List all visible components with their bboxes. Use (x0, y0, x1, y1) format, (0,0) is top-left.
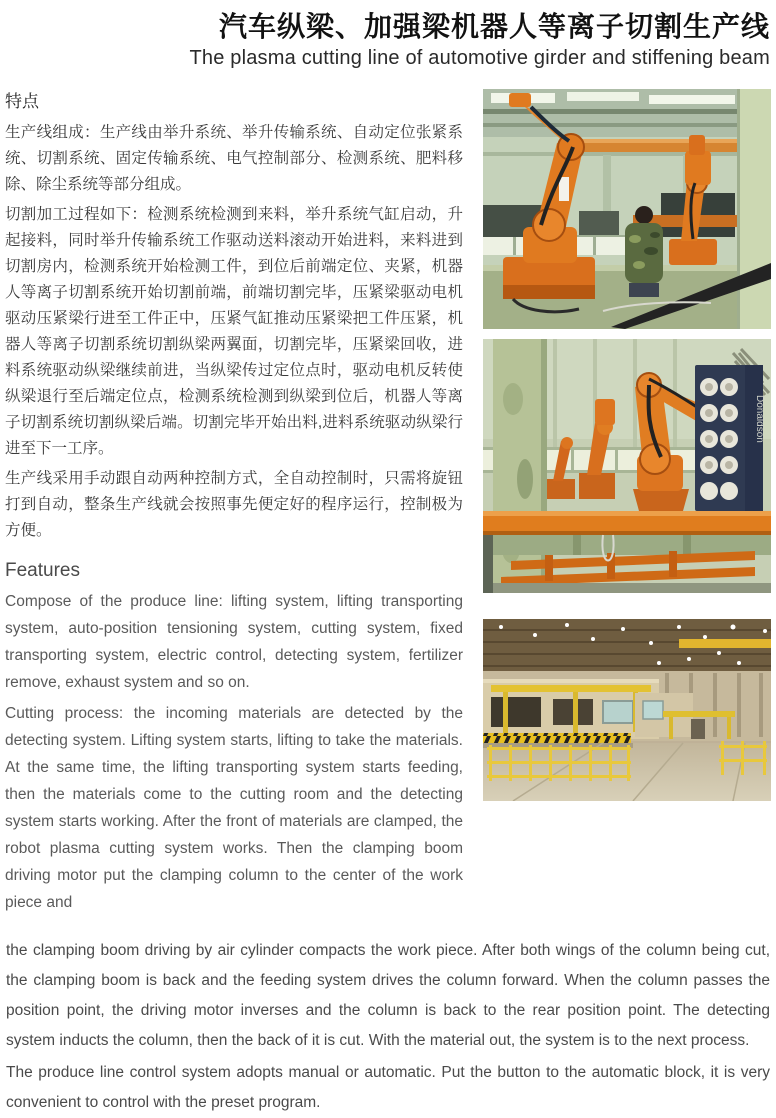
page-header (5, 10, 771, 71)
features-heading-zh: 特点 (5, 92, 39, 111)
photo-robot-row-illustration (483, 339, 771, 593)
features-heading-en: Features (5, 560, 80, 581)
zh-paragraph-control: 生产线采用手动跟自动两种控制方式，全自动控制时，只需将旋钮打到自动，整条生产线就会按照事先便定好的程序运行，控制极为方便。 (5, 470, 463, 539)
page-title: 汽车纵梁、加强梁机器人等离子切割生产线 (218, 11, 770, 42)
bottom-paragraph-control: The produce line control system adopts manual or automatic. Put the button to the automatic block, it is very convenient to control with the preset program. (6, 1064, 770, 1111)
photo-factory-hall (483, 619, 771, 801)
photo-factory-hall-illustration (483, 619, 771, 801)
bottom-paragraph-process: the clamping boom driving by air cylinder compacts the work piece. After both wings of the column being cut, the clamping boom is back and the feeding system drives the column forward. When the column passes the position point, the driving motor inverses and the column is back to the rear position point. The detecting system inducts the column, then the back of it is cut. With the material out, the system is to the next process. (6, 942, 770, 1049)
dust-collector (695, 365, 765, 511)
en-paragraph-process: Cutting process: the incoming materials are detected by the detecting system. Lifting system starts, lifting to take the materials. At the same time, the lifting transporting system starts feeding, then the materials come to the cutting room and the detecting system starts working. After the front of materials are clamped, the robot plasma cutting system works. Then the clamping boom driving motor put the clamping column to the center of the work piece and (5, 705, 463, 911)
photo-column (483, 85, 771, 920)
page-subtitle: The plasma cutting line of automotive girder and stiffening beam (189, 47, 770, 69)
photo-robots-worker (483, 89, 771, 329)
text-column (5, 85, 463, 920)
hazard-stripe-band (483, 733, 631, 743)
photo-robots-worker-illustration (483, 89, 771, 329)
zh-paragraph-compose: 生产线组成：生产线由举升系统、举升传输系统、自动定位张紧系统、切割系统、固定传输系统、电气控制部分、检测系统、肥料移除、除尘系统等部分组成。 (5, 124, 463, 193)
zh-paragraph-process: 切割加工过程如下：检测系统检测到来料，举升系统气缸启动，升起接料，同时举升传输系统工作驱动送料滚动开始进料，来料进到切割房内，检测系统开始检测工件，到位后前端定位、夹紧，机器人等离子切割系统开始切割前端，前端切割完毕，压紧梁驱动电机驱动压紧梁行进至工件正中，压紧气缸推动压紧梁把工件压紧，机器人等离子切割系统切割纵梁两翼面，切割完毕，压紧梁回收，进料系统驱动纵梁继续前进，当纵梁传过定位点时，驱动电机反转使纵梁退行至后端定位点，检测系统检测到纵梁到位后，机器人等离子切割系统切割纵梁后端。切割完毕开始出料,进料系统驱动纵梁行进至下一工序。 (5, 206, 463, 457)
photo-robot-row-collector (483, 339, 771, 593)
en-paragraph-compose: Compose of the produce line: lifting system, lifting transporting system, auto-position tensioning system, cutting system, fixed transporting system, electric control, detecting system, fertilizer remove, exhaust system and so on. (5, 593, 463, 691)
bottom-text-block (5, 936, 771, 1118)
dust-collector-brand-label: Donaldson (754, 395, 765, 443)
main-content (5, 85, 771, 920)
